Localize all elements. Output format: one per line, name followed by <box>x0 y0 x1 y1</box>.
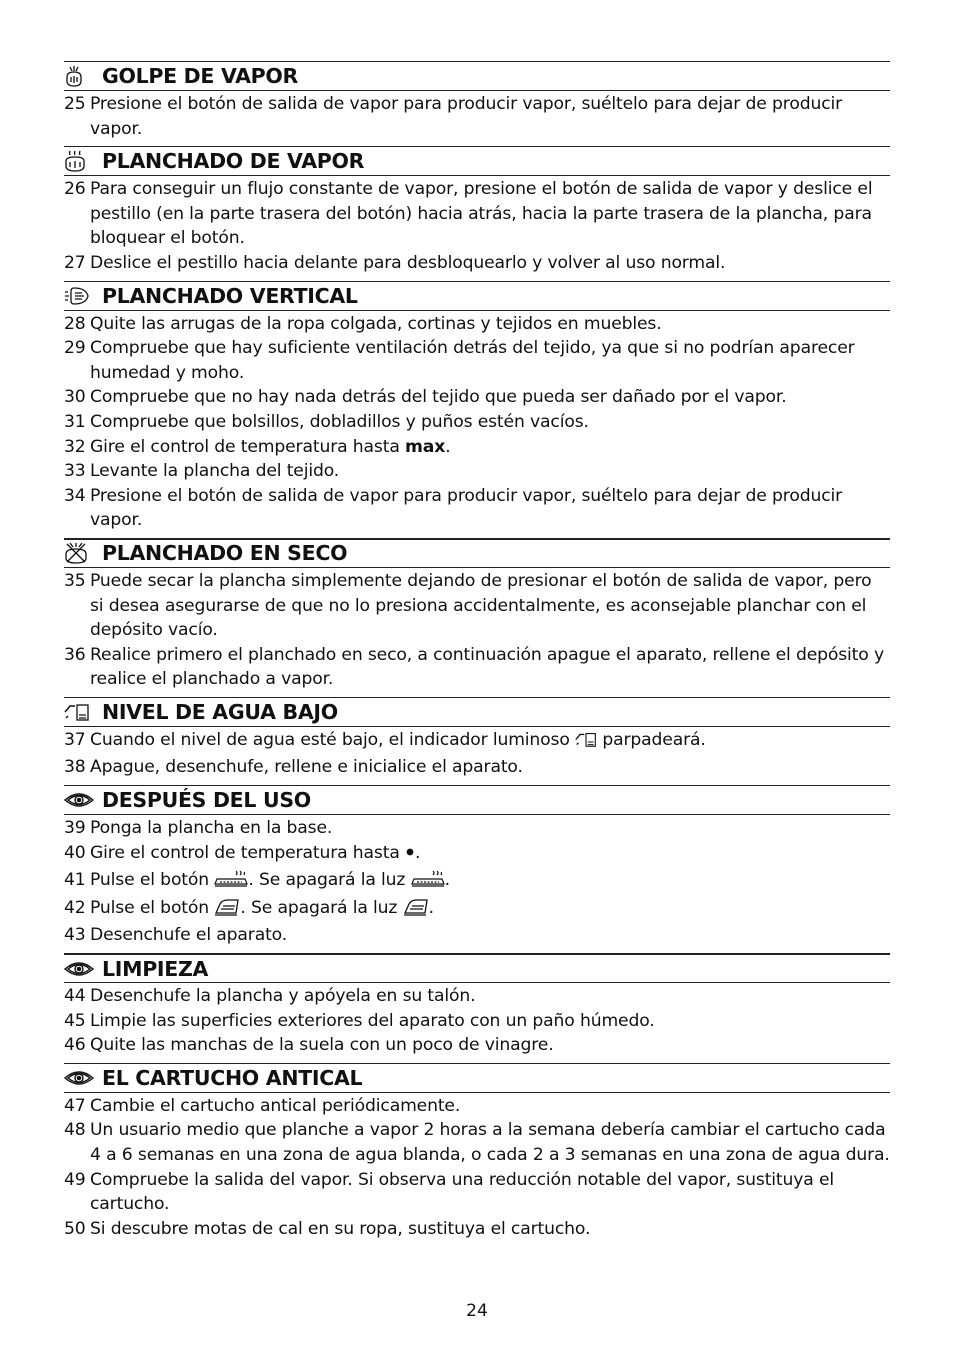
item-text: Compruebe la salida del vapor. Si observa una reducción notable del vapor, sustituya el cartucho. <box>90 1169 835 1215</box>
list-item <box>64 1118 890 1167</box>
item-number: 45 <box>64 1010 86 1031</box>
section-title: LIMPIEZA <box>102 956 209 981</box>
list-item <box>64 569 890 643</box>
item-text: Quite las manchas de la suela con un poco de vinagre. <box>90 1035 554 1056</box>
item-number: 48 <box>64 1120 86 1141</box>
section-planchado-de-vapor <box>64 146 890 280</box>
list-item <box>64 92 890 141</box>
list-item <box>64 385 890 410</box>
item-text: Limpie las superficies exteriores del aparato con un paño húmedo. <box>90 1010 655 1031</box>
eye-icon <box>64 1067 102 1089</box>
item-text-before: Cuando el nivel de agua esté bajo, el indicador luminoso <box>90 729 576 750</box>
section-header <box>64 785 890 815</box>
manual-page <box>64 61 890 1246</box>
item-number: 25 <box>64 94 86 114</box>
item-text: Presione el botón de salida de vapor para producir vapor, suéltelo para dejar de producir vapor. <box>90 485 843 531</box>
item-text: Compruebe que no hay nada detrás del tejido que pueda ser dañado por el vapor. <box>90 387 787 408</box>
section-golpe-de-vapor <box>64 61 890 146</box>
dry-ironing-icon <box>64 542 102 564</box>
low-water-icon <box>575 731 597 756</box>
item-number: 26 <box>64 179 86 200</box>
list-item <box>64 1009 890 1034</box>
section-header <box>64 953 890 983</box>
list-item <box>64 868 890 896</box>
item-text-after: . <box>415 842 421 863</box>
item-list <box>64 311 890 538</box>
list-item <box>64 177 890 251</box>
item-number: 47 <box>64 1095 86 1116</box>
item-number: 31 <box>64 411 86 432</box>
item-text <box>90 868 890 896</box>
list-item <box>64 643 890 692</box>
item-text <box>90 841 890 869</box>
section-header <box>64 538 890 568</box>
section-title: DESPUÉS DEL USO <box>102 788 311 813</box>
section-planchado-vertical <box>64 281 890 538</box>
item-text-after: . <box>444 870 450 891</box>
item-text: Si descubre motas de cal en su ropa, sustituya el cartucho. <box>90 1218 591 1239</box>
item-number: 42 <box>64 897 86 918</box>
item-text: Compruebe que bolsillos, dobladillos y puños estén vacíos. <box>90 411 589 432</box>
item-list <box>64 727 890 785</box>
section-title: NIVEL DE AGUA BAJO <box>102 699 338 724</box>
item-text: Realice primero el planchado en seco, a continuación apague el aparato, rellene el depósito y realice el planchado a vapor. <box>90 644 884 690</box>
list-item <box>64 1033 890 1058</box>
item-list <box>64 815 890 953</box>
section-header <box>64 146 890 176</box>
item-text: Apague, desenchufe, rellene e inicialice el aparato. <box>90 757 523 778</box>
item-number: 39 <box>64 818 86 839</box>
item-text-bold: max <box>405 436 446 457</box>
section-header <box>64 61 890 91</box>
item-number: 34 <box>64 485 86 506</box>
item-text <box>90 728 890 756</box>
item-text: Compruebe que hay suficiente ventilación detrás del tejido, ya que si no podrían aparecer humedad y moho. <box>90 338 855 383</box>
list-item <box>64 816 890 841</box>
item-text: Desenchufe el aparato. <box>90 925 288 946</box>
item-text-before: Pulse el botón <box>90 897 215 918</box>
section-title: PLANCHADO EN SECO <box>102 541 348 566</box>
list-item <box>64 1217 890 1242</box>
section-title: GOLPE DE VAPOR <box>102 64 299 88</box>
list-item <box>64 984 890 1009</box>
steam-generator-icon <box>214 870 248 896</box>
item-number: 33 <box>64 461 86 482</box>
item-number: 46 <box>64 1035 86 1056</box>
item-text: Desenchufe la plancha y apóyela en su talón. <box>90 986 476 1007</box>
item-number: 40 <box>64 842 86 863</box>
item-text <box>90 435 890 460</box>
list-item <box>64 336 890 385</box>
eye-icon <box>64 789 102 811</box>
vertical-ironing-icon <box>64 285 102 307</box>
item-list <box>64 983 890 1063</box>
list-item <box>64 728 890 756</box>
item-number: 27 <box>64 252 86 273</box>
section-nivel-de-agua-bajo <box>64 697 890 785</box>
item-number: 32 <box>64 436 86 457</box>
item-text: Puede secar la plancha simplemente dejando de presionar el botón de salida de vapor, pero si desea asegurarse de que no lo presiona accidentalmente, es aconsejable planchar con el depósito vacío. <box>90 570 872 641</box>
iron-icon <box>403 898 429 924</box>
list-item <box>64 459 890 484</box>
item-text: Un usuario medio que planche a vapor 2 horas a la semana debería cambiar el cartucho cada 4 a 6 semanas en una zona de agua blanda, o cada 2 a 3 semanas en una zona de agua dura. <box>90 1120 890 1165</box>
list-item <box>64 923 890 948</box>
item-number: 37 <box>64 729 86 750</box>
list-item <box>64 1094 890 1119</box>
iron-icon <box>214 898 240 924</box>
item-text-after: parpadeará. <box>597 729 706 750</box>
item-text-before: Pulse el botón <box>90 870 215 891</box>
list-item <box>64 251 890 276</box>
item-text <box>90 896 890 924</box>
item-list <box>64 568 890 697</box>
item-text: Levante la plancha del tejido. <box>90 461 340 482</box>
item-number: 49 <box>64 1169 86 1190</box>
item-text: Presione el botón de salida de vapor para producir vapor, suéltelo para dejar de producir vapor. <box>90 94 843 139</box>
item-number: 36 <box>64 644 86 665</box>
page-number: 24 <box>466 1301 488 1321</box>
section-limpieza <box>64 953 890 1063</box>
item-text-after: . <box>428 897 434 918</box>
item-text-mid: . Se apagará la luz <box>240 897 403 918</box>
item-list <box>64 176 890 280</box>
item-number: 43 <box>64 925 86 946</box>
list-item <box>64 484 890 533</box>
item-list <box>64 91 890 146</box>
list-item <box>64 755 890 780</box>
item-list <box>64 1093 890 1247</box>
item-text: Cambie el cartucho antical periódicamente. <box>90 1095 461 1116</box>
item-number: 44 <box>64 986 86 1007</box>
item-text-before: Gire el control de temperatura hasta <box>90 436 406 457</box>
item-number: 38 <box>64 757 86 778</box>
section-el-cartucho-antical <box>64 1063 890 1247</box>
item-text-mid: . Se apagará la luz <box>248 870 411 891</box>
item-text: Para conseguir un flujo constante de vapor, presione el botón de salida de vapor y deslice el pestillo (en la parte trasera del botón) hacia atrás, hacia la parte trasera de la plancha, para bloquear el botón. <box>90 179 873 249</box>
item-number: 41 <box>64 870 86 891</box>
section-title: PLANCHADO DE VAPOR <box>102 149 365 174</box>
item-number: 28 <box>64 313 86 334</box>
section-title: EL CARTUCHO ANTICAL <box>102 1065 363 1090</box>
eye-icon <box>64 958 102 980</box>
list-item <box>64 841 890 869</box>
section-despues-del-uso <box>64 785 890 953</box>
section-planchado-en-seco <box>64 538 890 697</box>
item-text: Quite las arrugas de la ropa colgada, cortinas y tejidos en muebles. <box>90 313 662 334</box>
item-text: Ponga la plancha en la base. <box>90 818 333 839</box>
steam-ironing-icon <box>64 150 102 172</box>
item-text-before: Gire el control de temperatura hasta <box>90 842 406 863</box>
item-number: 29 <box>64 338 86 359</box>
list-item <box>64 410 890 435</box>
dot-icon <box>405 844 415 869</box>
list-item <box>64 1168 890 1217</box>
section-header <box>64 281 890 311</box>
section-header <box>64 1063 890 1093</box>
item-text-after: . <box>445 436 451 457</box>
item-text: Deslice el pestillo hacia delante para desbloquearlo y volver al uso normal. <box>90 252 726 273</box>
item-number: 50 <box>64 1218 86 1239</box>
item-number: 35 <box>64 570 86 591</box>
section-header <box>64 697 890 727</box>
item-number: 30 <box>64 387 86 408</box>
section-title: PLANCHADO VERTICAL <box>102 283 358 308</box>
list-item <box>64 435 890 460</box>
list-item <box>64 896 890 924</box>
list-item <box>64 312 890 337</box>
steam-shot-icon <box>64 65 102 87</box>
steam-generator-icon <box>411 870 445 896</box>
low-water-icon <box>64 701 102 723</box>
